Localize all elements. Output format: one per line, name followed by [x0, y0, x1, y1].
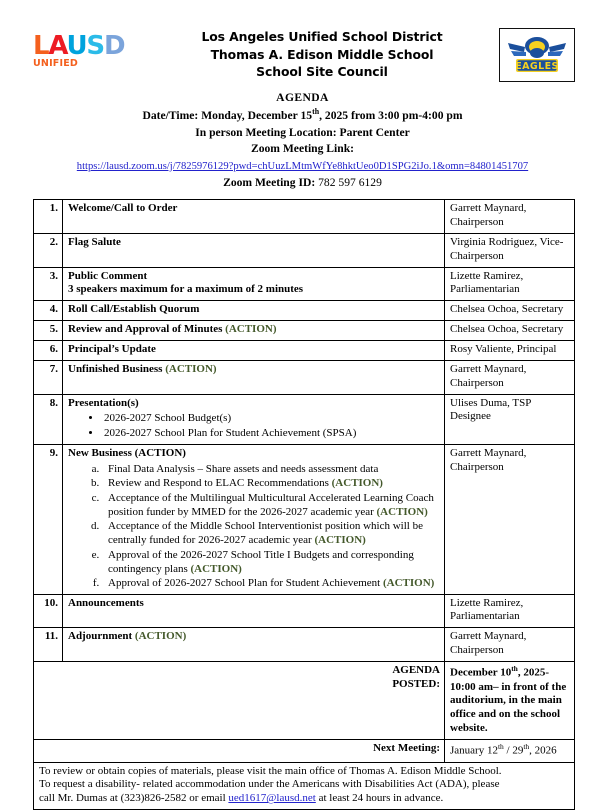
- list-item: [102, 476, 440, 490]
- agenda-posted-label-line1: AGENDA: [392, 664, 440, 677]
- row-topic: [63, 341, 445, 361]
- list-item-text: Approval of the 2026-2027 School Title I Budgets and corresponding contingency plans: [108, 548, 414, 575]
- lausd-logo: [33, 26, 145, 69]
- table-row: [34, 267, 575, 301]
- row-responsible: Garrett Maynard, Chairperson: [445, 200, 575, 234]
- table-row: [34, 360, 575, 394]
- table-row: [34, 233, 575, 267]
- action-tag: (ACTION): [190, 563, 242, 575]
- footnote-line-1: To review or obtain copies of materials, please visit the main office of Thomas A. Edison Middle School.: [39, 764, 502, 777]
- logo-letter-a: A: [48, 31, 67, 61]
- next-meeting-ordinal2: th: [523, 741, 530, 751]
- zoom-id-value: 782 597 6129: [318, 175, 382, 189]
- row-responsible: Garrett Maynard, Chairperson: [445, 360, 575, 394]
- list-item-text: Approval of 2026-2027 School Plan for Student Achievement: [108, 577, 381, 590]
- topic-title: Principal’s Update: [68, 343, 156, 356]
- topic-title-text: New Business (ACTION): [68, 447, 186, 460]
- topic-subtitle: 3 speakers maximum for a maximum of 2 minutes: [68, 283, 304, 296]
- table-row: [34, 200, 575, 234]
- district-name: Los Angeles Unified School District: [201, 29, 443, 44]
- row-responsible: Rosy Valiente, Principal: [445, 341, 575, 361]
- list-item: [102, 519, 440, 548]
- agenda-heading-block: [0, 76, 605, 191]
- row-responsible: Virginia Rodriguez, Vice-Chairperson: [445, 233, 575, 267]
- row-responsible: Garrett Maynard, Chairperson: [445, 445, 575, 595]
- topic-title: Adjournment: [68, 630, 133, 643]
- zoom-meeting-id-line: [18, 175, 587, 191]
- agenda-table: [33, 199, 575, 810]
- action-tag: (ACTION): [331, 477, 383, 490]
- row-topic: [63, 360, 445, 394]
- row-number: 10.: [34, 594, 63, 628]
- row-number: 1.: [34, 200, 63, 234]
- row-number: 8.: [34, 394, 63, 444]
- next-meeting-row: [34, 739, 575, 762]
- agenda-posted-row: [34, 662, 575, 740]
- topic-title: Public Comment: [68, 269, 148, 282]
- topic-title: Roll Call/Establish Quorum: [68, 303, 200, 316]
- logo-letter-l: L: [33, 31, 49, 61]
- row-topic: [63, 200, 445, 234]
- row-responsible: Lizette Ramirez, Parliamentarian: [445, 267, 575, 301]
- table-row: [34, 594, 575, 628]
- agenda-posted-label-line2: POSTED:: [392, 677, 440, 690]
- svg-text:EAGLES: EAGLES: [515, 61, 559, 72]
- council-name: School Site Council: [256, 64, 388, 80]
- table-row: [34, 301, 575, 321]
- next-meeting-label: Next Meeting:: [34, 739, 445, 762]
- list-item-text: Acceptance of the Middle School Interventionist position which will be centrally funded for 2026-2027 academic year: [108, 520, 423, 547]
- agenda-title: AGENDA: [276, 91, 329, 104]
- action-tag: (ACTION): [165, 362, 217, 375]
- agenda-datetime: [18, 106, 587, 124]
- row-number: 2.: [34, 233, 63, 267]
- next-meeting-part3: , 2026: [529, 744, 557, 757]
- row-responsible: Ulises Duma, TSP Designee: [445, 394, 575, 444]
- list-item-text: Final Data Analysis – Share assets and needs assessment data: [108, 462, 379, 475]
- row-topic: [63, 594, 445, 628]
- topic-title: Review and Approval of Minutes: [68, 323, 223, 336]
- agenda-posted-label: [34, 662, 445, 740]
- logo-letter-u: U: [66, 31, 87, 61]
- list-item-text: Acceptance of the Multilingual Multicultural Accelerated Learning Coach position funder by MMED for the 2026-2027 academic year: [108, 491, 434, 518]
- meeting-location: In person Meeting Location: Parent Center: [195, 125, 410, 139]
- posted-detail: , 2025- 10:00 am– in front of the auditorium, in the main office and on the school website.: [450, 666, 567, 735]
- action-tag: (ACTION): [134, 630, 187, 643]
- logo-letter-d: D: [103, 31, 125, 61]
- action-tag: (ACTION): [382, 577, 435, 590]
- lausd-unified-subtext: UNIFIED: [33, 57, 78, 69]
- row-responsible: Chelsea Ochoa, Secretary: [445, 301, 575, 321]
- action-tag: (ACTION): [225, 323, 277, 336]
- list-item: [102, 548, 440, 577]
- row-topic: [63, 628, 445, 662]
- accessibility-note: [34, 762, 575, 810]
- row-topic: [63, 445, 445, 595]
- next-meeting-part2: / 29: [503, 744, 524, 757]
- eagles-mascot-logo: [499, 28, 575, 82]
- zoom-meeting-link[interactable]: https://lausd.zoom.us/j/7825976129?pwd=chUuzLMtmWfYe8hktUeo0D1SPG2iJo.1&omn=84801451707: [76, 160, 529, 172]
- masthead: [0, 0, 605, 80]
- row-topic: [63, 267, 445, 301]
- next-meeting-value: [445, 739, 575, 762]
- row-number: 9.: [34, 445, 63, 595]
- action-tag: (ACTION): [376, 505, 428, 518]
- next-meeting-part1: January 12: [450, 744, 498, 757]
- next-meeting-ordinal1: th: [497, 741, 504, 751]
- footnote-line3-after: at least 24 hours in advance.: [315, 792, 444, 805]
- list-item: • 2026-2027 School Plan for Student Achievement (SPSA): [102, 426, 440, 440]
- zoom-id-label: Zoom Meeting ID:: [223, 175, 316, 189]
- lausd-wordmark: [33, 31, 145, 61]
- list-item: • 2026-2027 School Budget(s): [102, 411, 440, 425]
- datetime-label: Date/Time:: [142, 109, 199, 123]
- presentation-bullet-list: [68, 411, 440, 440]
- footnote-row: [34, 762, 575, 810]
- row-responsible: Lizette Ramirez, Parliamentarian: [445, 594, 575, 628]
- contact-email-link[interactable]: ued1617@lausd.net: [228, 792, 316, 805]
- footnote-line-2: To request a disability- related accommodation under the Americans with Disabilities Act (ADA), please: [39, 778, 500, 791]
- footnote-line-3: [39, 792, 570, 806]
- zoom-link-label: Zoom Meeting Link:: [250, 142, 355, 156]
- datetime-value: Monday, December 15: [201, 109, 313, 123]
- list-item: [102, 462, 440, 476]
- eagles-emblem-icon: [504, 33, 570, 77]
- agenda-table-body: [34, 200, 575, 810]
- row-topic: [63, 394, 445, 444]
- action-tag: (ACTION): [314, 534, 366, 547]
- table-row: [34, 394, 575, 444]
- topic-title: [68, 447, 440, 461]
- posted-date-ordinal: th: [511, 664, 518, 674]
- row-number: 3.: [34, 267, 63, 301]
- row-number: 4.: [34, 301, 63, 321]
- new-business-list: [68, 462, 440, 591]
- row-topic: [63, 321, 445, 341]
- table-row: [34, 628, 575, 662]
- school-name: Thomas A. Edison Middle School: [210, 46, 434, 62]
- datetime-rest: , 2025 from 3:00 pm-4:00 pm: [319, 109, 463, 123]
- agenda-posted-text: [445, 662, 575, 740]
- table-row: [34, 321, 575, 341]
- topic-title: Welcome/Call to Order: [68, 202, 178, 215]
- topic-title: Presentation(s): [68, 396, 139, 409]
- table-row: [34, 445, 575, 595]
- row-number: 11.: [34, 628, 63, 662]
- school-title-block: [145, 26, 499, 81]
- row-number: 6.: [34, 341, 63, 361]
- topic-title: Flag Salute: [68, 235, 121, 248]
- logo-letter-s: S: [86, 31, 104, 61]
- topic-title: Announcements: [68, 596, 144, 609]
- row-topic: [63, 233, 445, 267]
- list-item: [102, 491, 440, 520]
- row-number: 5.: [34, 321, 63, 341]
- table-row: [34, 341, 575, 361]
- list-item-text: Review and Respond to ELAC Recommendations: [108, 477, 329, 490]
- row-topic: [63, 301, 445, 321]
- topic-title: Unfinished Business: [68, 362, 163, 375]
- posted-date: December 10: [450, 666, 512, 679]
- row-responsible: Garrett Maynard, Chairperson: [445, 628, 575, 662]
- datetime-ordinal: th: [312, 107, 320, 117]
- row-number: 7.: [34, 360, 63, 394]
- row-responsible: Chelsea Ochoa, Secretary: [445, 321, 575, 341]
- footnote-line3-before: call Mr. Dumas at (323)826-2582 or email: [39, 792, 229, 805]
- list-item: [102, 576, 440, 590]
